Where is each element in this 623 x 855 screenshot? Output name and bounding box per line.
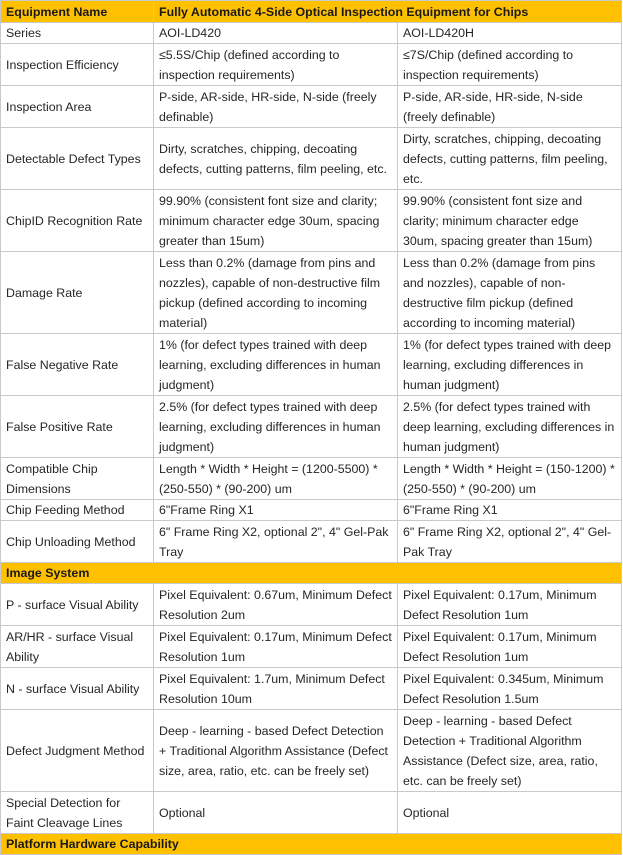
row-value-ld420h: ≤7S/Chip (defined according to inspection requirements) xyxy=(398,44,622,86)
row-value-ld420: 6"Frame Ring X1 xyxy=(154,500,398,521)
row-label: Damage Rate xyxy=(1,252,154,334)
row-value-ld420: 1% (for defect types trained with deep learning, excluding differences in human judgment) xyxy=(154,334,398,396)
table-row xyxy=(1,44,622,86)
row-value-ld420: 99.90% (consistent font size and clarity; minimum character edge 30um, spacing greater than 15um) xyxy=(154,190,398,252)
table-row xyxy=(1,458,622,500)
header-row xyxy=(1,1,622,23)
table-row xyxy=(1,668,622,710)
table-row xyxy=(1,128,622,190)
row-value-ld420: Deep - learning - based Defect Detection + Traditional Algorithm Assistance (Defect size, area, ratio, etc. can be freely set) xyxy=(154,710,398,792)
table-row xyxy=(1,500,622,521)
row-value-ld420h: Pixel Equivalent: 0.17um, Minimum Defect Resolution 1um xyxy=(398,584,622,626)
row-label: P - surface Visual Ability xyxy=(1,584,154,626)
row-label: False Positive Rate xyxy=(1,396,154,458)
row-label: N - surface Visual Ability xyxy=(1,668,154,710)
row-value-ld420h: Dirty, scratches, chipping, decoating defects, cutting patterns, film peeling, etc. xyxy=(398,128,622,190)
section-header-image-system xyxy=(1,563,622,584)
row-value-ld420: Optional xyxy=(154,792,398,834)
table-row xyxy=(1,584,622,626)
row-value-ld420h: Less than 0.2% (damage from pins and nozzles), capable of non-destructive film pickup (defined according to incoming material) xyxy=(398,252,622,334)
row-value-ld420h: 99.90% (consistent font size and clarity; minimum character edge 30um, spacing greater than 15um) xyxy=(398,190,622,252)
row-value-ld420: Dirty, scratches, chipping, decoating defects, cutting patterns, film peeling, etc. xyxy=(154,128,398,190)
row-value-ld420: Pixel Equivalent: 1.7um, Minimum Defect Resolution 10um xyxy=(154,668,398,710)
row-label: Inspection Efficiency xyxy=(1,44,154,86)
row-value-ld420: 6" Frame Ring X2, optional 2", 4" Gel-Pak Tray xyxy=(154,521,398,563)
row-label: Special Detection for Faint Cleavage Lines xyxy=(1,792,154,834)
row-label: Chip Unloading Method xyxy=(1,521,154,563)
row-value-ld420h: 6" Frame Ring X2, optional 2", 4" Gel-Pak Tray xyxy=(398,521,622,563)
row-value-ld420h: Pixel Equivalent: 0.345um, Minimum Defect Resolution 1.5um xyxy=(398,668,622,710)
section-title: Platform Hardware Capability xyxy=(1,834,622,855)
row-value-ld420h: 1% (for defect types trained with deep learning, excluding differences in human judgment) xyxy=(398,334,622,396)
table-row xyxy=(1,86,622,128)
row-label: Chip Feeding Method xyxy=(1,500,154,521)
header-label: Equipment Name xyxy=(1,1,154,23)
table-row xyxy=(1,396,622,458)
table-row xyxy=(1,521,622,563)
header-title: Fully Automatic 4-Side Optical Inspection Equipment for Chips xyxy=(154,1,622,23)
row-label: Compatible Chip Dimensions xyxy=(1,458,154,500)
row-value-ld420h: Deep - learning - based Defect Detection + Traditional Algorithm Assistance (Defect size, area, ratio, etc. can be freely set) xyxy=(398,710,622,792)
row-value-ld420: Pixel Equivalent: 0.17um, Minimum Defect Resolution 1um xyxy=(154,626,398,668)
row-value-ld420h: Length * Width * Height = (150-1200) * (250-550) * (90-200) um xyxy=(398,458,622,500)
row-value-ld420: Less than 0.2% (damage from pins and nozzles), capable of non-destructive film pickup (defined according to incoming material) xyxy=(154,252,398,334)
row-value-ld420: Length * Width * Height = (1200-5500) * (250-550) * (90-200) um xyxy=(154,458,398,500)
row-value-ld420h: 6"Frame Ring X1 xyxy=(398,500,622,521)
row-value-ld420h: 2.5% (for defect types trained with deep learning, excluding differences in human judgment) xyxy=(398,396,622,458)
row-value-ld420h: Pixel Equivalent: 0.17um, Minimum Defect Resolution 1um xyxy=(398,626,622,668)
table-row xyxy=(1,792,622,834)
section-title: Image System xyxy=(1,563,622,584)
row-value-ld420: AOI-LD420 xyxy=(154,23,398,44)
table-row xyxy=(1,710,622,792)
row-label: ChipID Recognition Rate xyxy=(1,190,154,252)
table-row xyxy=(1,190,622,252)
row-label: False Negative Rate xyxy=(1,334,154,396)
row-value-ld420h: AOI-LD420H xyxy=(398,23,622,44)
table-row xyxy=(1,23,622,44)
row-value-ld420: P-side, AR-side, HR-side, N-side (freely definable) xyxy=(154,86,398,128)
row-value-ld420: 2.5% (for defect types trained with deep learning, excluding differences in human judgment) xyxy=(154,396,398,458)
table-row xyxy=(1,252,622,334)
row-label: AR/HR - surface Visual Ability xyxy=(1,626,154,668)
row-value-ld420h: P-side, AR-side, HR-side, N-side (freely definable) xyxy=(398,86,622,128)
row-label: Defect Judgment Method xyxy=(1,710,154,792)
row-label: Series xyxy=(1,23,154,44)
table-row xyxy=(1,626,622,668)
row-value-ld420: Pixel Equivalent: 0.67um, Minimum Defect Resolution 2um xyxy=(154,584,398,626)
row-label: Inspection Area xyxy=(1,86,154,128)
section-header-platform-hardware xyxy=(1,834,622,855)
row-value-ld420h: Optional xyxy=(398,792,622,834)
row-label: Detectable Defect Types xyxy=(1,128,154,190)
row-value-ld420: ≤5.5S/Chip (defined according to inspection requirements) xyxy=(154,44,398,86)
table-row xyxy=(1,334,622,396)
